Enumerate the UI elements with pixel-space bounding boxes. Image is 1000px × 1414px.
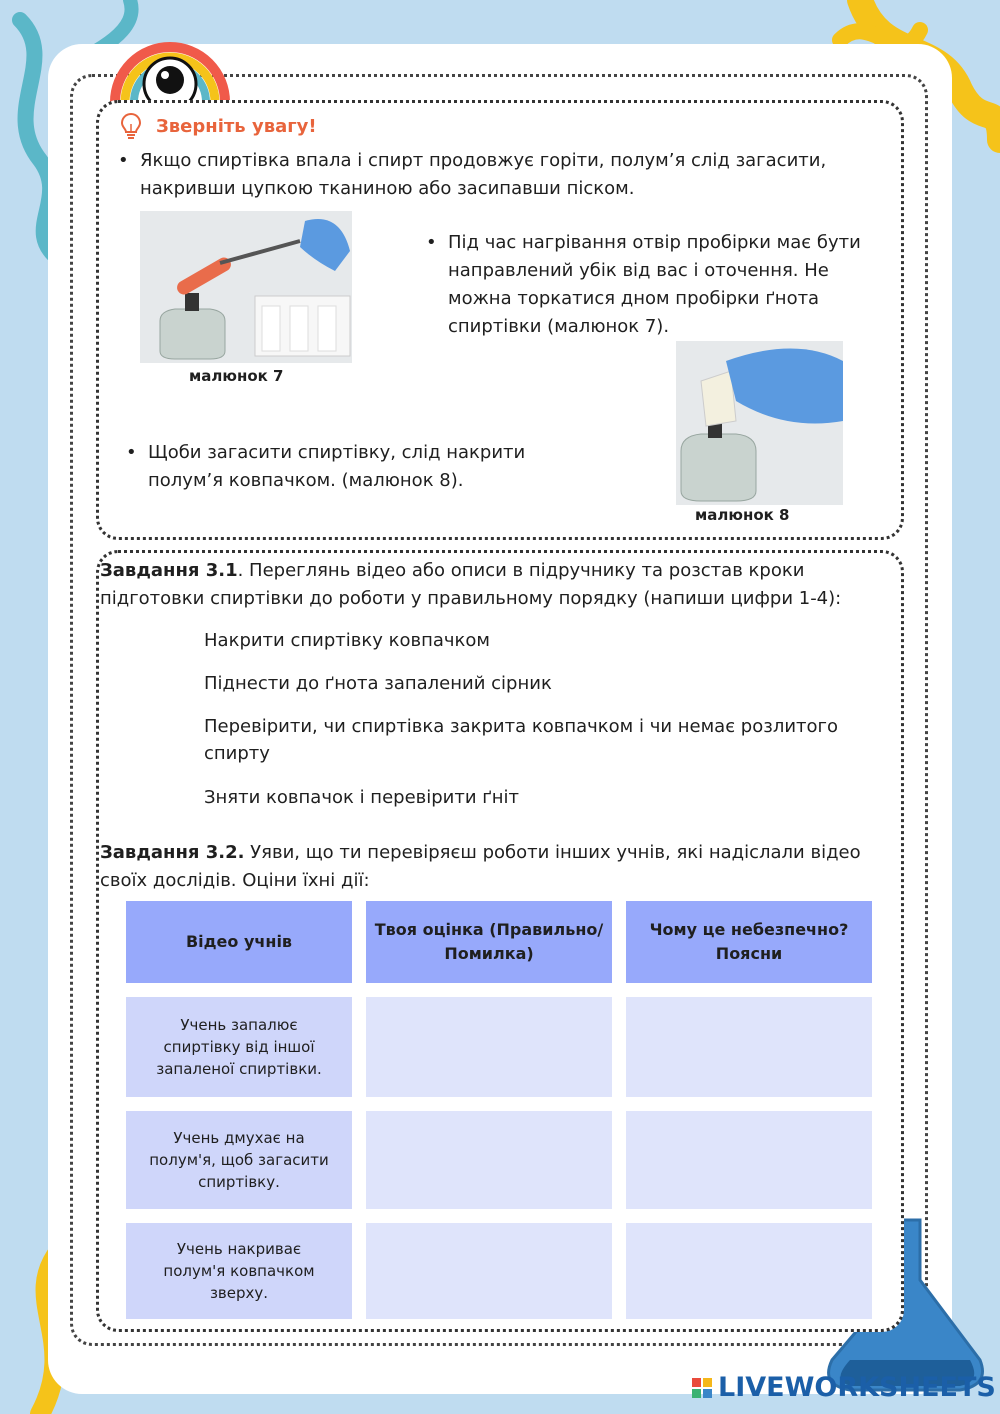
- logo-text: LIVEWORKSHEETS: [718, 1372, 996, 1403]
- figure-7-caption: малюнок 7: [189, 367, 284, 385]
- rainbow-eye-icon: [105, 22, 235, 102]
- task-3-1-text: . Переглянь відео або описи в підручнику та розстав кроки підготовки спиртівки до роботи у правильному порядку (напиши цифри 1-4):: [100, 560, 842, 609]
- figure-8-photo: [676, 341, 843, 505]
- bullet-dot: •: [426, 232, 437, 253]
- attention-header: [118, 112, 317, 140]
- student-action-cell: Учень накриває полум'я ковпачком зверху.: [126, 1223, 352, 1319]
- table-row: [126, 1223, 872, 1319]
- attention-bullet-text: Під час нагрівання отвір пробірки має бути направлений убік від вас і оточення. Не можна торкатися дном пробірки ґнота спиртівки (малюнок 7).: [448, 232, 861, 337]
- extinguish-cap-illustration: [676, 341, 843, 505]
- assessment-table: [112, 887, 886, 1333]
- explanation-input-cell[interactable]: [626, 1111, 872, 1209]
- attention-bullet-extinguish: [126, 439, 548, 495]
- assessment-input-cell[interactable]: [366, 1223, 612, 1319]
- student-action-cell: Учень дмухає на полум'я, щоб загасити спиртівку.: [126, 1111, 352, 1209]
- figure-7-photo: [140, 211, 352, 363]
- student-action-cell: Учень запалює спиртівку від іншої запаленої спиртівки.: [126, 997, 352, 1097]
- task-3-2-text: Уяви, що ти перевіряєш роботи інших учнів, які надіслали відео своїх дослідів. Оціни їхні дії:: [100, 842, 861, 891]
- attention-bullet-heating: [426, 229, 878, 341]
- attention-title: Зверніть увагу!: [156, 115, 317, 137]
- test-tube-heating-illustration: [140, 211, 352, 363]
- table-header-row: [126, 901, 872, 983]
- attention-bullet-text: Якщо спиртівка впала і спирт продовжує горіти, полум’я слід загасити, накривши цупкою тканиною або засипавши піском.: [140, 150, 827, 199]
- header-your-assessment: Твоя оцінка (Правильно/Помилка): [366, 901, 612, 983]
- attention-bullet-text: Щоби загасити спиртівку, слід накрити полум’я ковпачком. (малюнок 8).: [148, 442, 526, 491]
- liveworksheets-logo[interactable]: [692, 1372, 996, 1403]
- task-3-1-label: Завдання 3.1: [100, 560, 238, 581]
- task-3-2-label: Завдання 3.2.: [100, 842, 245, 863]
- header-student-video: Відео учнів: [126, 901, 352, 983]
- attention-bullet-fire: [118, 147, 880, 203]
- figure-8-caption: малюнок 8: [695, 506, 790, 524]
- bullet-dot: •: [126, 442, 137, 463]
- step-item[interactable]: Накрити спиртівку ковпачком: [204, 630, 490, 651]
- table-row: [126, 1111, 872, 1209]
- step-item[interactable]: Піднести до ґнота запалений сірник: [204, 673, 552, 694]
- lightbulb-icon: [118, 112, 144, 140]
- step-item[interactable]: Зняти ковпачок і перевірити ґніт: [204, 787, 519, 808]
- explanation-input-cell[interactable]: [626, 1223, 872, 1319]
- table-row: [126, 997, 872, 1097]
- task-3-1-instruction: [100, 557, 890, 613]
- assessment-input-cell[interactable]: [366, 1111, 612, 1209]
- bullet-dot: •: [118, 150, 129, 171]
- header-why-dangerous: Чому це небезпечно? Поясни: [626, 901, 872, 983]
- explanation-input-cell[interactable]: [626, 997, 872, 1097]
- step-item[interactable]: Перевірити, чи спиртівка закрита ковпачком і чи немає розлитого спирту: [204, 716, 838, 764]
- assessment-input-cell[interactable]: [366, 997, 612, 1097]
- logo-mark-icon: [692, 1378, 712, 1398]
